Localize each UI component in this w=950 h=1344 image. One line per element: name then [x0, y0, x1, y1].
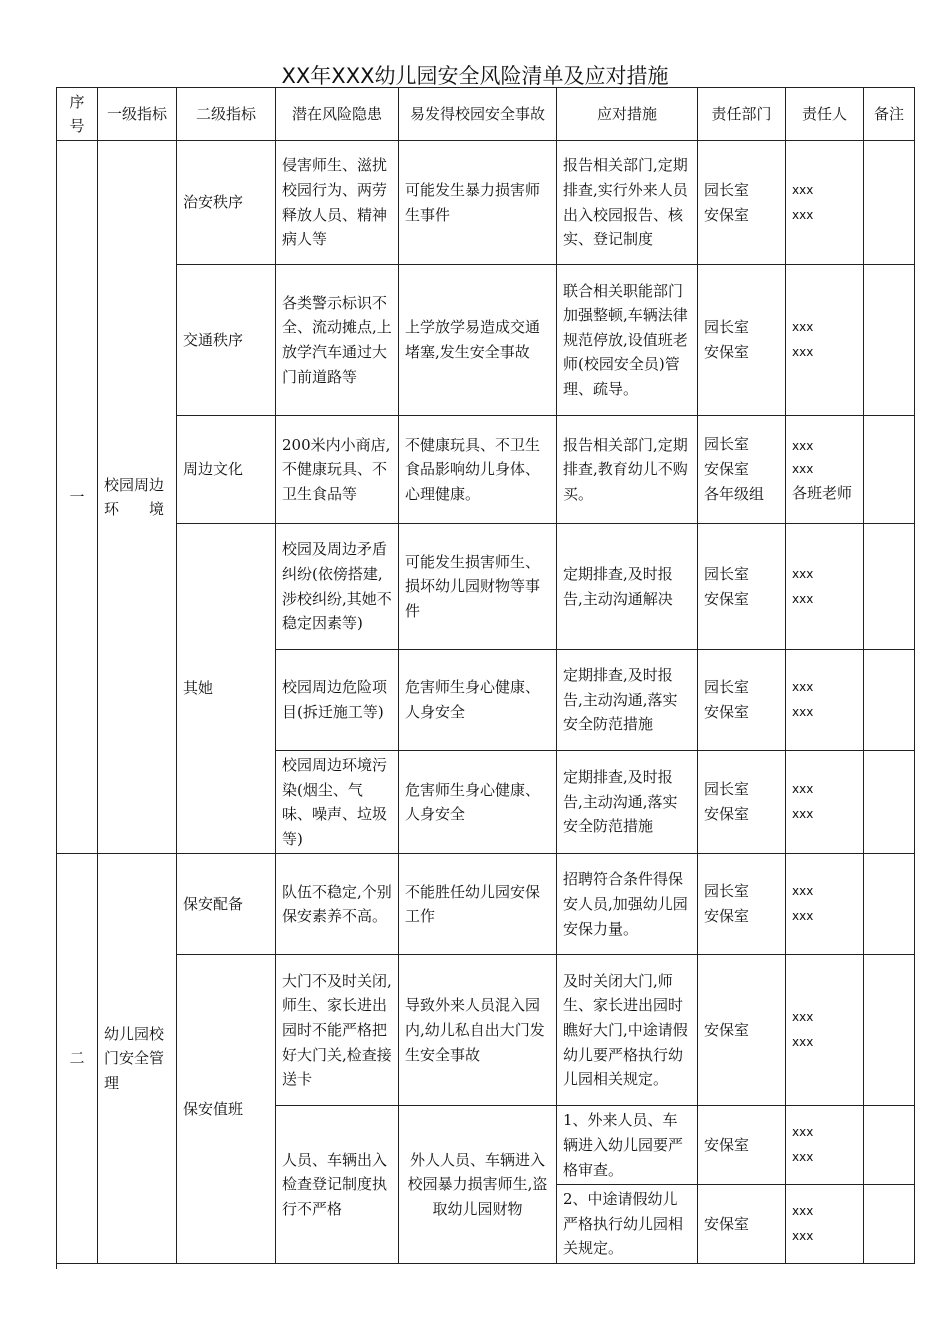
table-continuation-line — [56, 1257, 57, 1269]
page-title: XX年XXX幼儿园安全风险清单及应对措施 — [281, 64, 669, 88]
dept-name: 安保室 — [704, 805, 750, 824]
dept-cell — [698, 416, 786, 524]
dept-cell — [698, 1185, 786, 1264]
person-name: xxx — [792, 884, 814, 899]
accident-cell: 外人人员、车辆进入校园暴力损害师生,盗取幼儿园财物 — [399, 1106, 557, 1264]
person-cell — [786, 524, 864, 650]
risk-cell: 各类警示标识不全、流动摊点,上放学汽车通过大门前道路等 — [276, 265, 399, 416]
person-name: xxx — [792, 705, 814, 719]
note-cell — [864, 524, 915, 650]
person-name: xxx — [792, 782, 814, 797]
dept-cell — [698, 1106, 786, 1185]
level2-indicator: 周边文化 — [177, 416, 276, 524]
group-number: 二 — [57, 854, 98, 1264]
header-cell: 潜在风险隐患 — [276, 88, 399, 141]
level2-indicator: 保安配备 — [177, 854, 276, 955]
person-cell — [786, 1106, 864, 1185]
dept-name: 安保室 — [704, 1214, 750, 1233]
table-row — [57, 524, 915, 650]
person-name: xxx — [792, 909, 814, 924]
measure-cell: 2、中途请假幼儿严格执行幼儿园相关规定。 — [557, 1185, 698, 1264]
note-cell — [864, 265, 915, 416]
person-name: xxx — [792, 1204, 814, 1219]
note-cell — [864, 1106, 915, 1185]
person-name: xxx — [792, 591, 814, 606]
person-cell — [786, 854, 864, 955]
risk-cell: 校园及周边矛盾纠纷(依傍搭建,涉校纠纷,其她不稳定因素等) — [276, 524, 399, 650]
dept-name: 安保室 — [704, 589, 750, 608]
dept-name: 各年级组 — [704, 485, 765, 503]
dept-name: 安保室 — [704, 1020, 750, 1039]
risk-cell: 人员、车辆出入检查登记制度执行不严格 — [276, 1106, 399, 1264]
dept-cell — [698, 265, 786, 416]
risk-cell: 侵害师生、滋扰校园行为、两劳释放人员、精神病人等 — [276, 141, 399, 265]
measure-cell: 报告相关部门,定期排查,实行外来人员出入校园报告、核实、登记制度 — [557, 141, 698, 265]
person-name: xxx — [792, 1010, 814, 1025]
person-cell — [786, 955, 864, 1106]
header-cell: 易发得校园安全事故 — [399, 88, 557, 141]
dept-name: 园长室 — [704, 882, 750, 901]
level1-indicator: 幼儿园校门安全管理 — [98, 854, 177, 1264]
person-name: xxx — [792, 207, 814, 222]
measure-cell: 定期排查,及时报告,主动沟通,落实安全防范措施 — [557, 650, 698, 751]
measure-cell: 联合相关职能部门加强整顿,车辆法律规范停放,设值班老师(校园安全员)管理、疏导。 — [557, 265, 698, 416]
person-cell — [786, 1185, 864, 1264]
measure-cell: 及时关闭大门,师生、家长进出园时瞧好大门,中途请假幼儿要严格执行幼儿园相关规定。 — [557, 955, 698, 1106]
person-cell — [786, 416, 864, 524]
table-row — [57, 265, 915, 416]
dept-name: 安保室 — [704, 907, 750, 926]
dept-cell — [698, 751, 786, 854]
risk-table — [56, 87, 915, 1264]
risk-cell: 校园周边危险项目(拆迁施工等) — [276, 650, 399, 751]
table-row — [57, 955, 915, 1106]
dept-name: 安保室 — [704, 1135, 750, 1154]
table-row — [57, 141, 915, 265]
accident-cell: 可能发生损害师生、损坏幼儿园财物等事件 — [399, 524, 557, 650]
person-name: xxx — [792, 461, 814, 476]
dept-name: 安保室 — [704, 343, 750, 361]
header-cell: 责任人 — [786, 88, 864, 141]
note-cell — [864, 650, 915, 751]
person-name: xxx — [792, 566, 814, 581]
person-name: xxx — [792, 182, 814, 197]
dept-cell — [698, 955, 786, 1106]
dept-cell — [698, 650, 786, 751]
table-row — [57, 416, 915, 524]
dept-name: 安保室 — [704, 703, 750, 721]
person-name: xxx — [792, 680, 814, 694]
risk-cell: 队伍不稳定,个别保安素养不高。 — [276, 854, 399, 955]
risk-cell: 校园周边环境污染(烟尘、气味、噪声、垃圾等) — [276, 751, 399, 854]
level2-indicator: 治安秩序 — [177, 141, 276, 265]
dept-cell — [698, 524, 786, 650]
level2-indicator: 其她 — [177, 524, 276, 854]
note-cell — [864, 1185, 915, 1264]
group-number: 一 — [57, 141, 98, 854]
level1-indicator: 校园周边环 境 — [98, 141, 177, 854]
note-cell — [864, 751, 915, 854]
person-cell — [786, 141, 864, 265]
table-row — [57, 854, 915, 955]
header-cell: 一级指标 — [98, 88, 177, 141]
risk-cell: 大门不及时关闭,师生、家长进出园时不能严格把好大门关,检查接送卡 — [276, 955, 399, 1106]
dept-name: 安保室 — [704, 460, 750, 478]
person-name: 各班老师 — [792, 483, 853, 502]
person-name: xxx — [792, 1229, 814, 1244]
dept-name: 园长室 — [704, 318, 750, 336]
header-cell: 二级指标 — [177, 88, 276, 141]
dept-cell — [698, 854, 786, 955]
dept-cell — [698, 141, 786, 265]
person-name: xxx — [792, 807, 814, 822]
measure-cell: 1、外来人员、车辆进入幼儿园要严格审查。 — [557, 1106, 698, 1185]
accident-cell: 危害师生身心健康、人身安全 — [399, 650, 557, 751]
dept-name: 园长室 — [704, 435, 750, 453]
person-cell — [786, 751, 864, 854]
level2-indicator: 交通秩序 — [177, 265, 276, 416]
note-cell — [864, 955, 915, 1106]
person-name: xxx — [792, 1035, 814, 1050]
accident-cell: 危害师生身心健康、人身安全 — [399, 751, 557, 854]
dept-name: 园长室 — [704, 780, 750, 799]
dept-name: 园长室 — [704, 678, 750, 696]
measure-cell: 定期排查,及时报告,主动沟通解决 — [557, 524, 698, 650]
note-cell — [864, 416, 915, 524]
accident-cell: 可能发生暴力损害师生事件 — [399, 141, 557, 265]
person-cell — [786, 265, 864, 416]
note-cell — [864, 854, 915, 955]
risk-cell: 200米内小商店,不健康玩具、不卫生食品等 — [276, 416, 399, 524]
measure-cell: 报告相关部门,定期排查,教育幼儿不购买。 — [557, 416, 698, 524]
header-cell: 序号 — [57, 88, 98, 141]
person-name: xxx — [792, 345, 814, 359]
header-cell: 备注 — [864, 88, 915, 141]
note-cell — [864, 141, 915, 265]
header-row — [57, 88, 915, 141]
dept-name: 园长室 — [704, 564, 750, 583]
accident-cell: 导致外来人员混入园内,幼儿私自出大门发生安全事故 — [399, 955, 557, 1106]
person-name: xxx — [792, 1150, 814, 1165]
person-name: xxx — [792, 1125, 814, 1140]
person-name: xxx — [792, 320, 814, 334]
measure-cell: 招聘符合条件得保安人员,加强幼儿园安保力量。 — [557, 854, 698, 955]
dept-name: 安保室 — [704, 205, 750, 224]
person-cell — [786, 650, 864, 751]
header-cell: 责任部门 — [698, 88, 786, 141]
person-name: xxx — [792, 438, 814, 453]
accident-cell: 不能胜任幼儿园安保工作 — [399, 854, 557, 955]
dept-name: 园长室 — [704, 180, 750, 199]
measure-cell: 定期排查,及时报告,主动沟通,落实安全防范措施 — [557, 751, 698, 854]
header-cell: 应对措施 — [557, 88, 698, 141]
level2-indicator: 保安值班 — [177, 955, 276, 1264]
accident-cell: 上学放学易造成交通堵塞,发生安全事故 — [399, 265, 557, 416]
accident-cell: 不健康玩具、不卫生食品影响幼儿身体、心理健康。 — [399, 416, 557, 524]
